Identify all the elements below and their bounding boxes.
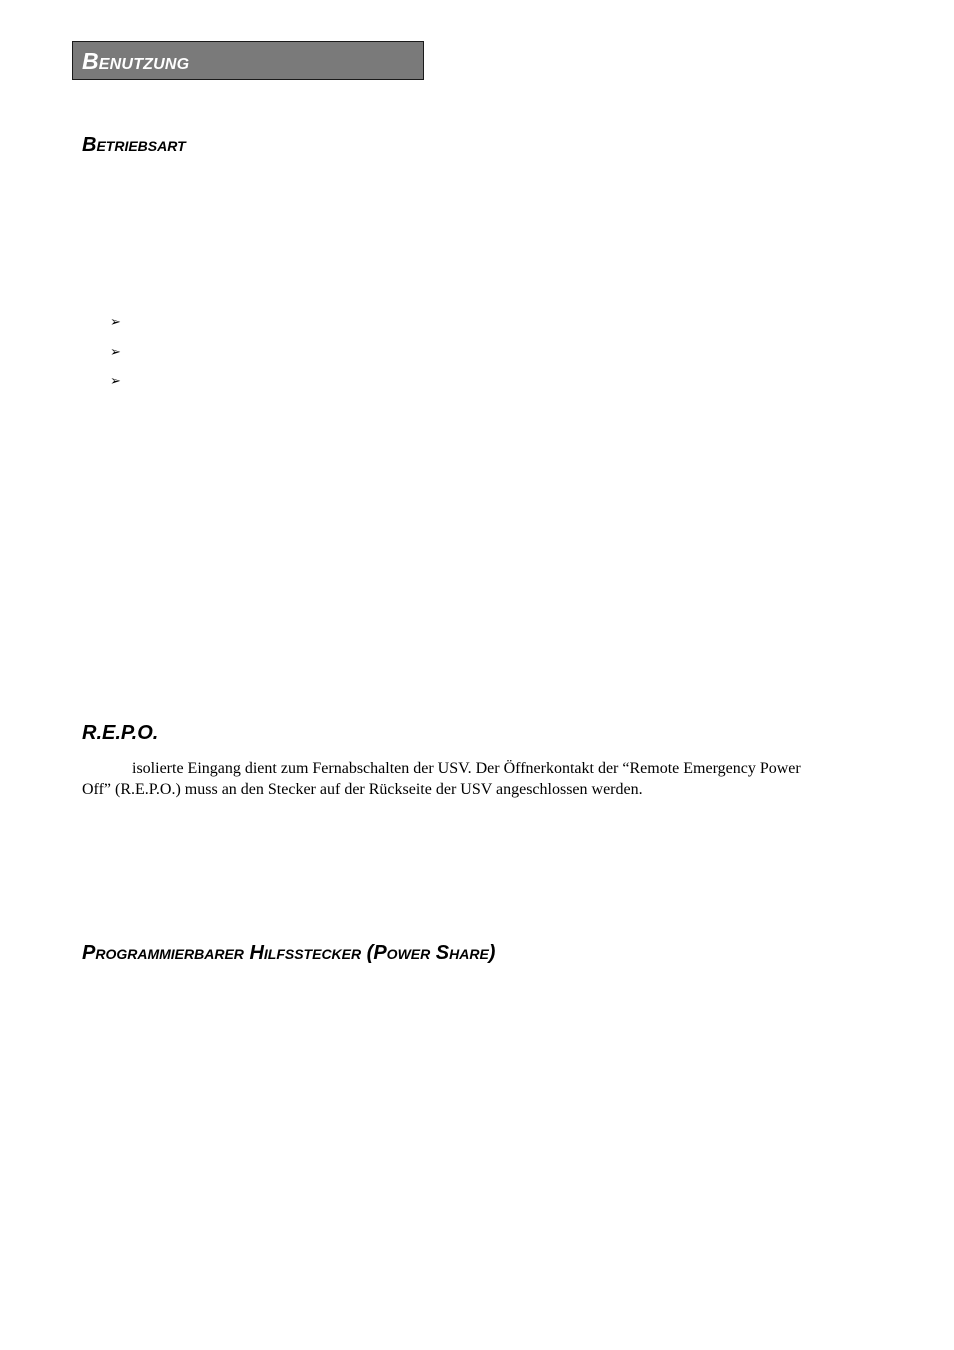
repo-paragraph-line-2: Off” (R.E.P.O.) muss an den Stecker auf der Rückseite der USV angeschlossen werden. [82, 781, 643, 798]
arrow-bullet-icon: ➢ [110, 374, 121, 389]
arrow-bullet-icon: ➢ [110, 344, 121, 360]
list-item [110, 373, 124, 403]
heading-repo: R.E.P.O. [82, 722, 159, 744]
arrow-bullet-icon: ➢ [110, 315, 121, 330]
section-banner [72, 41, 424, 80]
bullet-list [110, 314, 124, 403]
repo-paragraph [82, 758, 882, 800]
list-item [110, 314, 124, 344]
repo-paragraph-line-1: isolierte Eingang dient zum Fernabschalten der USV. Der Öffnerkontakt der “Remote Emergency Power [132, 760, 801, 777]
section-banner-title: Benutzung [82, 48, 190, 74]
heading-power-share: Programmierbarer Hilfsstecker (Power Share) [82, 942, 496, 964]
heading-betriebsart: Betriebsart [82, 134, 186, 156]
list-item [110, 344, 124, 374]
